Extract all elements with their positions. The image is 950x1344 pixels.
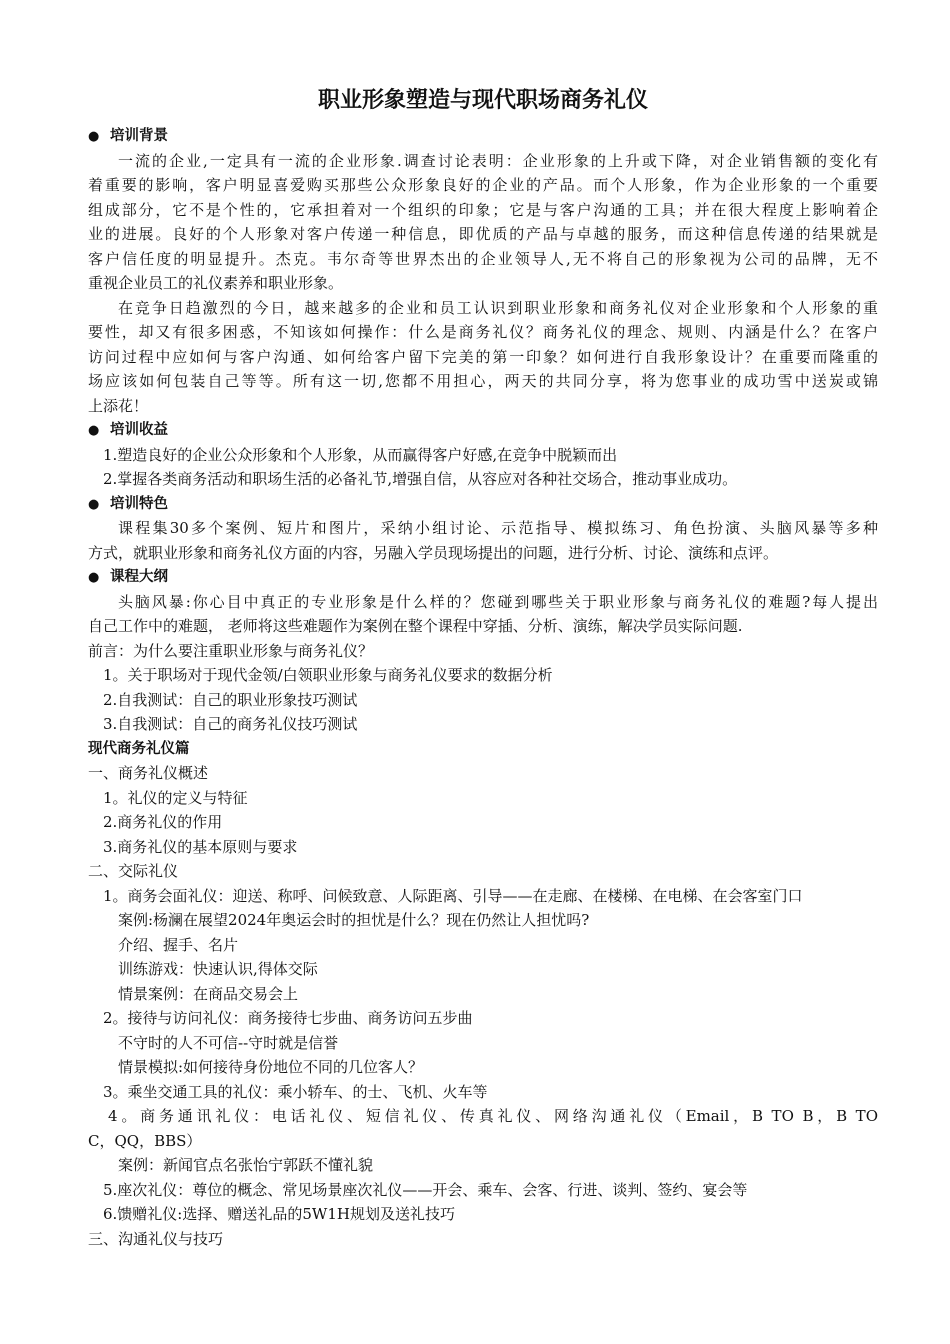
chapter-title: 三、沟通礼仪与技巧 (88, 1229, 224, 1248)
paragraph-line: 着重要的影响，客户明显喜爱购买那些公众形象良好的企业的产品。而个人形象，作为企业形象的一个重要 (88, 176, 878, 194)
list-item: 6.馈赠礼仪:选择、赠送礼品的5W1H规划及送礼技巧 (103, 1205, 455, 1223)
part-title: 现代商务礼仪篇 (88, 740, 190, 757)
paragraph-line: 客户信任度的明显提升。杰克。韦尔奇等世界杰出的企业领导人,无不将自己的形象视为公司的品牌，无不 (88, 249, 878, 268)
list-item: 4。商务通讯礼仪：电话礼仪、短信礼仪、传真礼仪、网络沟通礼仪（Email，B TO B，B TO (108, 1107, 878, 1125)
sub-item: 训练游戏：快速认识,得体交际 (118, 960, 318, 978)
list-item: 1.塑造良好的企业公众形象和个人形象，从而赢得客户好感,在竞争中脱颖而出 (103, 445, 618, 464)
paragraph-line: 重视企业员工的礼仪素养和职业形象。 (88, 274, 344, 292)
section-heading-background: ● 培训背景 (88, 124, 878, 149)
chapter-title: 二、交际礼仪 (88, 862, 179, 880)
sub-item: 介绍、握手、名片 (118, 935, 239, 954)
list-item: 2.掌握各类商务活动和职场生活的必备礼节,增强自信，从容应对各种社交场合，推动事业成功。 (103, 470, 738, 488)
list-item: 3。乘坐交通工具的礼仪：乘小轿车、的士、飞机、火车等 (103, 1082, 488, 1101)
section-heading-outline: ● 课程大纲 (88, 565, 878, 590)
sub-item: 案例:杨澜在展望2024年奥运会时的担忧是什么？现在仍然让人担忧吗? (118, 911, 590, 929)
paragraph-line: 方式，就职业形象和商务礼仪方面的内容，另融入学员现场提出的问题，进行分析、讨论、演练和点评。 (88, 543, 779, 562)
list-item: 3.自我测试：自己的商务礼仪技巧测试 (103, 715, 358, 733)
sub-item: 情景案例：在商品交易会上 (118, 984, 299, 1003)
sub-item: 情景模拟:如何接待身份地位不同的几位客人？ (118, 1058, 424, 1076)
paragraph-line: 访问过程中应如何与客户沟通、如何给客户留下完美的第一印象？如何进行自我形象设计？在重要而隆重的 (88, 347, 878, 366)
background-paragraph-2 (88, 296, 878, 419)
bullet-icon: ● (88, 496, 100, 512)
bullet-icon: ● (88, 423, 100, 438)
paragraph-line: 一流的企业,一定具有一流的企业形象.调查讨论表明：企业形象的上升或下降，对企业销售额的变化有 (118, 151, 878, 170)
document-page (88, 84, 878, 1251)
paragraph-line: 头脑风暴:你心目中真正的专业形象是什么样的？您碰到哪些关于职业形象与商务礼仪的难题?每人提出 (118, 592, 878, 611)
paragraph-line: 业的进展。良好的个人形象对客户传递一种信息，即优质的产品与卓越的服务，而这种信息传递的结果就是 (88, 225, 878, 243)
list-item: 1。商务会面礼仪：迎送、称呼、问候致意、人际距离、引导——在走廊、在楼梯、在电梯、在会客室门口 (103, 886, 803, 905)
outline-intro-paragraph (88, 590, 878, 639)
background-paragraph-1 (88, 149, 878, 296)
preface-heading: 前言：为什么要注重职业形象与商务礼仪？ (88, 641, 374, 660)
sub-item: 不守时的人不可信--守时就是信誉 (118, 1033, 339, 1052)
list-item: 1。礼仪的定义与特征 (103, 788, 248, 807)
paragraph-line: 要性，却又有很多困惑，不知该如何操作：什么是商务礼仪？商务礼仪的理念、规则、内涵是什么？在客户 (88, 323, 878, 341)
list-item: 2。接待与访问礼仪：商务接待七步曲、商务访问五步曲 (103, 1009, 473, 1027)
chapter-title: 一、商务礼仪概述 (88, 764, 209, 782)
document-title: 职业形象塑造与现代职场商务礼仪 (317, 88, 648, 113)
paragraph-line: 上添花！ (88, 396, 149, 415)
list-item-continuation: C，QQ，BBS） (88, 1131, 202, 1150)
paragraph-line: 课程集30多个案例、短片和图片，采纳小组讨论、示范指导、模拟练习、角色扮演、头脑风暴等多种 (118, 519, 878, 537)
section-heading-benefits: ● 培训收益 (88, 418, 878, 443)
list-item: 5.座次礼仪：尊位的概念、常见场景座次礼仪——开会、乘车、会客、行进、谈判、签约、宴会等 (103, 1180, 748, 1199)
bullet-icon: ● (88, 570, 100, 585)
list-item: 2.商务礼仪的作用 (103, 813, 223, 831)
paragraph-line: 组成部分，它不是个性的，它承担着对一个组织的印象；它是与客户沟通的工具；并在很大程度上影响着企 (88, 200, 878, 219)
list-item: 3.商务礼仪的基本原则与要求 (103, 837, 298, 856)
list-item: 1。关于职场对于现代金领/白领职业形象与商务礼仪要求的数据分析 (103, 666, 553, 684)
bullet-icon: ● (88, 129, 100, 144)
paragraph-line: 在竞争日趋激烈的今日，越来越多的企业和员工认识到职业形象和商务礼仪对企业形象和个人形象的重 (118, 298, 878, 317)
paragraph-line: 自己工作中的难题， 老师将这些难题作为案例在整个课程中穿插、分析、演练，解决学员实际问题. (88, 617, 743, 635)
sub-item: 案例：新闻官点名张怡宁郭跃不懂礼貌 (118, 1156, 374, 1174)
section-heading-features: ● 培训特色 (88, 492, 878, 517)
list-item: 2.自我测试：自己的职业形象技巧测试 (103, 690, 358, 709)
paragraph-line: 场应该如何包装自己等等。所有这一切,您都不用担心，两天的共同分享，将为您事业的成功雪中送炭或锦 (88, 372, 878, 390)
features-paragraph (88, 516, 878, 565)
